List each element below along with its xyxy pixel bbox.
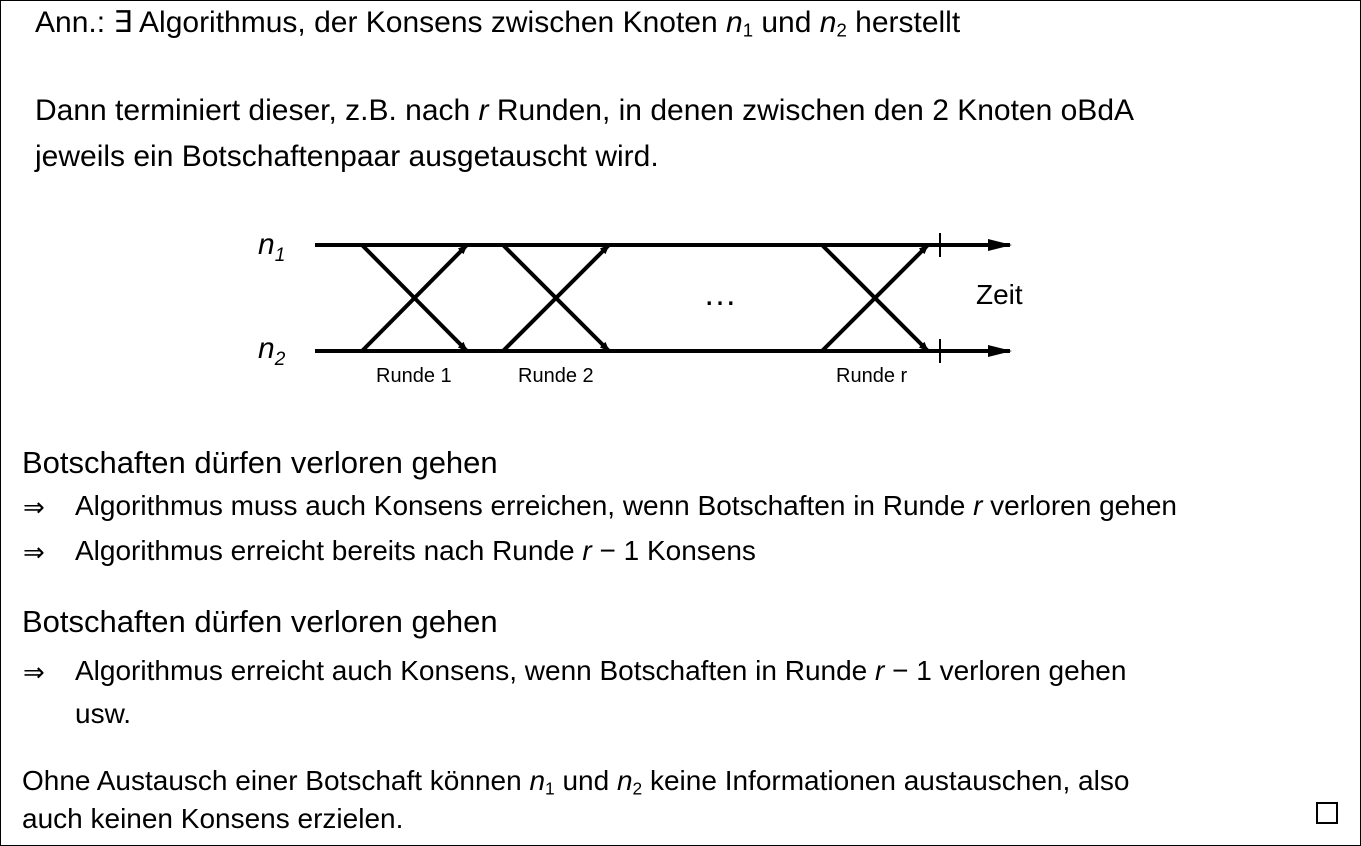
assumption-suffix: herstellt — [846, 6, 961, 39]
section2-item-1-text-a: Algorithmus erreicht auch Konsens, wenn Botschaften in Runde — [75, 655, 876, 686]
termination-text-b: Runden, in denen zwischen den 2 Knoten oBdA — [488, 94, 1135, 127]
conclusion-line-2: auch keinen Konsens erzielen. — [22, 803, 404, 834]
ellipsis: … — [703, 275, 737, 313]
time-label: Zeit — [976, 279, 1023, 310]
section2-item-1-continuation: usw. — [75, 698, 132, 729]
section2-heading: Botschaften dürfen verloren gehen — [22, 604, 498, 639]
section1-item-2-var: r — [582, 535, 592, 566]
section1-item-1-var: r — [973, 490, 983, 521]
node1-var: n — [726, 6, 743, 39]
conclusion-node1-var: n — [529, 765, 546, 796]
conclusion-and: und — [554, 765, 617, 796]
qed-square-icon — [1316, 802, 1338, 824]
assumption-and: und — [753, 6, 820, 39]
conclusion-node2-sub: 2 — [632, 778, 643, 799]
node2-var: n — [819, 6, 837, 39]
round-label-1: Runde 1 — [376, 365, 452, 387]
r-var: r — [478, 94, 489, 127]
section2-item-1-var: r — [875, 655, 885, 686]
section1-item-1-text-b: verloren gehen — [982, 490, 1177, 521]
section1-item-2-text-a: Algorithmus erreicht bereits nach Runde — [75, 535, 583, 566]
implies-icon: ⇒ — [23, 537, 45, 567]
section1-heading: Botschaften dürfen verloren gehen — [22, 445, 498, 480]
implies-icon: ⇒ — [23, 657, 45, 687]
node2-label: $n_2$ — [258, 332, 286, 370]
conclusion-node2-var: n — [616, 765, 633, 796]
section2-item-1-text-b: − 1 verloren gehen — [884, 655, 1127, 686]
conclusion-text-a: Ohne Austausch einer Botschaft können — [22, 765, 530, 796]
node1-label: $n_1$ — [258, 228, 286, 266]
conclusion-line-1 — [22, 765, 1129, 797]
termination-text-a: Dann terminiert dieser, z.B. nach — [35, 94, 479, 127]
node2-sub: 2 — [836, 19, 847, 41]
section1-item-1 — [75, 490, 1177, 522]
node1-sub: 1 — [742, 19, 754, 41]
section1-item-2 — [75, 535, 756, 567]
conclusion-text-b: keine Informationen austauschen, also — [642, 765, 1130, 796]
round-label-r: Runde r — [836, 365, 908, 387]
conclusion-node1-sub: 1 — [545, 778, 555, 799]
section2-item-1 — [75, 655, 1126, 687]
assumption-prefix: Ann.: ∃ Algorithmus, der Konsens zwischen Knoten — [35, 6, 726, 39]
section1-item-2-text-b: − 1 Konsens — [591, 535, 756, 566]
termination-text-2: jeweils ein Botschaftenpaar ausgetauscht wird. — [35, 140, 659, 173]
section1-item-1-text-a: Algorithmus muss auch Konsens erreichen, wenn Botschaften in Runde — [75, 490, 974, 521]
round-label-2: Runde 2 — [518, 365, 594, 387]
implies-icon: ⇒ — [23, 492, 45, 522]
